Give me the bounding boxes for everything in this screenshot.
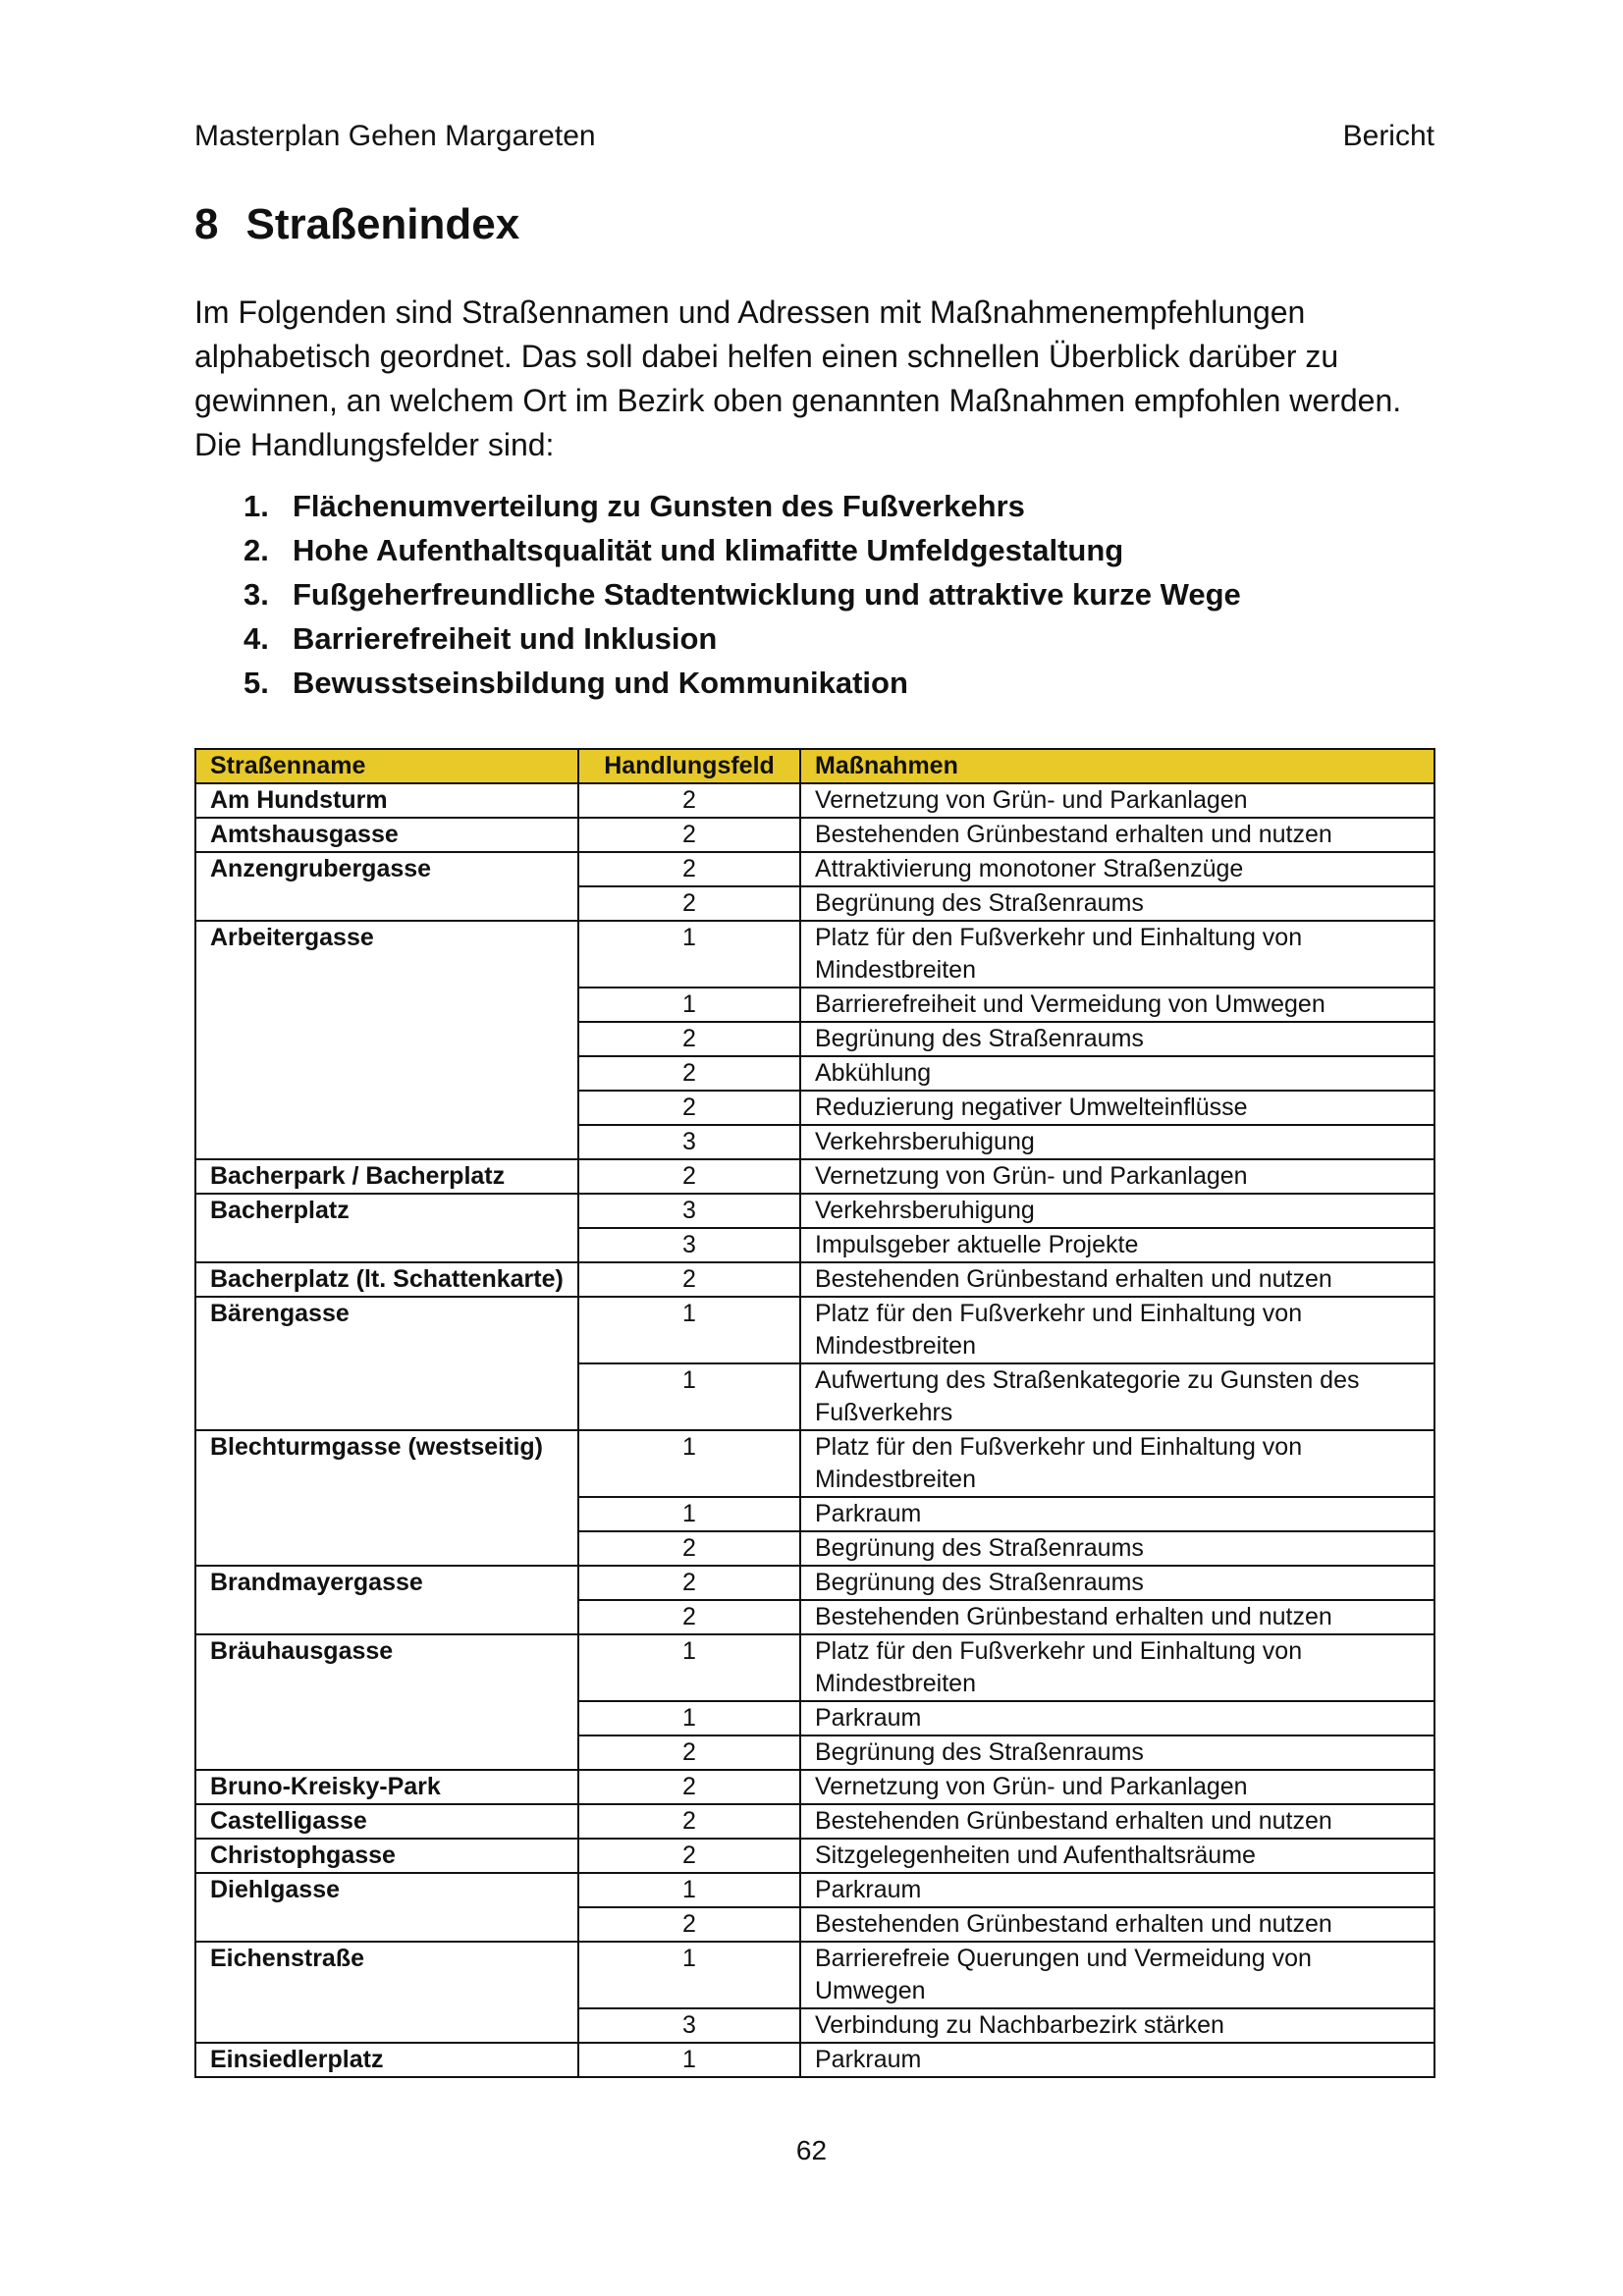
action-field-cell: 2 (578, 818, 800, 852)
action-field-cell: 1 (578, 2043, 800, 2077)
table-row (195, 1430, 1434, 1497)
list-number: 1. (243, 489, 269, 523)
action-field-cell: 2 (578, 1091, 800, 1125)
street-name-cell: Bräuhausgasse (195, 1634, 578, 1770)
action-field-cell: 2 (578, 1022, 800, 1056)
street-name-cell: Diehlgasse (195, 1873, 578, 1942)
column-header-street: Straßenname (195, 749, 578, 783)
action-field-cell: 1 (578, 1873, 800, 1907)
measure-cell: Begrünung des Straßenraums (800, 886, 1434, 921)
table-row (195, 818, 1434, 852)
measure-cell: Begrünung des Straßenraums (800, 1735, 1434, 1770)
measure-cell: Barrierefreiheit und Vermeidung von Umwegen (800, 988, 1434, 1022)
intro-paragraph: Im Folgenden sind Straßennamen und Adressen mit Maßnahmenempfehlungen alphabetisch geordnet. Das soll dabei helfen einen schnellen Überblick darüber zu gewinnen, an welchem Ort im Bezirk oben genannten Maßnahmen empfohlen werden. Die Handlungsfelder sind: (194, 294, 1402, 462)
action-field-cell: 2 (578, 783, 800, 818)
street-name-cell: Arbeitergasse (195, 921, 578, 1159)
street-name-cell: Einsiedlerplatz (195, 2043, 578, 2077)
street-name-cell: Eichenstraße (195, 1942, 578, 2043)
section-heading (194, 200, 547, 249)
measure-cell: Attraktivierung monotoner Straßenzüge (800, 852, 1434, 886)
measure-cell: Vernetzung von Grün- und Parkanlagen (800, 1159, 1434, 1194)
street-name-cell: Amtshausgasse (195, 818, 578, 852)
action-field-cell: 2 (578, 1262, 800, 1297)
measure-cell: Bestehenden Grünbestand erhalten und nutzen (800, 1804, 1434, 1839)
measure-cell: Platz für den Fußverkehr und Einhaltung von Mindestbreiten (800, 921, 1434, 988)
action-field-cell: 1 (578, 1430, 800, 1497)
measure-cell: Reduzierung negativer Umwelteinflüsse (800, 1091, 1434, 1125)
measure-cell: Platz für den Fußverkehr und Einhaltung von Mindestbreiten (800, 1634, 1434, 1701)
street-name-cell: Anzengrubergasse (195, 852, 578, 921)
measure-cell: Sitzgelegenheiten und Aufenthaltsräume (800, 1839, 1434, 1873)
measure-cell: Begrünung des Straßenraums (800, 1531, 1434, 1566)
table-row (195, 1873, 1434, 1907)
list-number: 4. (243, 621, 269, 656)
table-row (195, 1159, 1434, 1194)
action-field-cell: 2 (578, 1804, 800, 1839)
street-name-cell: Brandmayergasse (195, 1566, 578, 1634)
measure-cell: Impulsgeber aktuelle Projekte (800, 1228, 1434, 1262)
street-index-table (194, 748, 1435, 2078)
measure-cell: Bestehenden Grünbestand erhalten und nutzen (800, 818, 1434, 852)
measure-cell: Begrünung des Straßenraums (800, 1566, 1434, 1600)
measure-cell: Aufwertung des Straßenkategorie zu Gunsten des Fußverkehrs (800, 1363, 1434, 1430)
column-header-field: Handlungsfeld (578, 749, 800, 783)
action-field-cell: 2 (578, 1159, 800, 1194)
action-field-cell: 3 (578, 1125, 800, 1159)
table-row (195, 1262, 1434, 1297)
list-number: 2. (243, 533, 269, 567)
table-row (195, 1634, 1434, 1701)
table-row (195, 921, 1434, 988)
list-label: Hohe Aufenthaltsqualität und klimafitte Umfeldgestaltung (293, 533, 1124, 567)
list-item (243, 661, 1241, 705)
measure-cell: Begrünung des Straßenraums (800, 1022, 1434, 1056)
action-field-cell: 2 (578, 1600, 800, 1634)
table-row (195, 1297, 1434, 1363)
action-fields-list (243, 484, 1241, 705)
section-number: 8 (194, 200, 219, 248)
action-field-cell: 2 (578, 852, 800, 886)
action-field-cell: 2 (578, 1770, 800, 1804)
list-number: 5. (243, 666, 269, 700)
measure-cell: Bestehenden Grünbestand erhalten und nutzen (800, 1262, 1434, 1297)
action-field-cell: 2 (578, 1907, 800, 1942)
measure-cell: Platz für den Fußverkehr und Einhaltung von Mindestbreiten (800, 1430, 1434, 1497)
measure-cell: Abkühlung (800, 1056, 1434, 1091)
street-name-cell: Bacherplatz (lt. Schattenkarte) (195, 1262, 578, 1297)
measure-cell: Parkraum (800, 1873, 1434, 1907)
list-number: 3. (243, 577, 269, 612)
list-label: Barrierefreiheit und Inklusion (293, 621, 718, 656)
table-row (195, 1770, 1434, 1804)
measure-cell: Verkehrsberuhigung (800, 1125, 1434, 1159)
action-field-cell: 1 (578, 1497, 800, 1531)
measure-cell: Barrierefreie Querungen und Vermeidung von Umwegen (800, 1942, 1434, 2008)
list-label: Bewusstseinsbildung und Kommunikation (293, 666, 908, 700)
measure-cell: Vernetzung von Grün- und Parkanlagen (800, 783, 1434, 818)
action-field-cell: 2 (578, 1566, 800, 1600)
measure-cell: Verbindung zu Nachbarbezirk stärken (800, 2008, 1434, 2043)
measure-cell: Verkehrsberuhigung (800, 1194, 1434, 1228)
page-number: 62 (795, 2135, 828, 2165)
column-header-measures: Maßnahmen (800, 749, 1434, 783)
table-row (195, 1804, 1434, 1839)
list-label: Flächenumverteilung zu Gunsten des Fußverkehrs (293, 489, 1025, 523)
list-label: Fußgeherfreundliche Stadtentwicklung und attraktive kurze Wege (293, 577, 1241, 612)
table-row (195, 1839, 1434, 1873)
measure-cell: Parkraum (800, 1497, 1434, 1531)
street-name-cell: Christophgasse (195, 1839, 578, 1873)
street-name-cell: Castelligasse (195, 1804, 578, 1839)
list-item (243, 528, 1241, 572)
list-item (243, 616, 1241, 661)
running-header-section: Bericht (1342, 120, 1434, 152)
street-name-cell: Blechturmgasse (westseitig) (195, 1430, 578, 1566)
list-item (243, 572, 1241, 616)
table-row (195, 852, 1434, 886)
action-field-cell: 1 (578, 988, 800, 1022)
action-field-cell: 2 (578, 1056, 800, 1091)
table-row (195, 2043, 1434, 2077)
action-field-cell: 1 (578, 1634, 800, 1701)
action-field-cell: 2 (578, 1531, 800, 1566)
table-row (195, 783, 1434, 818)
table-row (195, 1942, 1434, 2008)
action-field-cell: 3 (578, 2008, 800, 2043)
street-name-cell: Bacherplatz (195, 1194, 578, 1262)
street-name-cell: Am Hundsturm (195, 783, 578, 818)
action-field-cell: 3 (578, 1194, 800, 1228)
action-field-cell: 2 (578, 1839, 800, 1873)
action-field-cell: 2 (578, 1735, 800, 1770)
action-field-cell: 1 (578, 1363, 800, 1430)
street-name-cell: Bärengasse (195, 1297, 578, 1430)
section-title: Straßenindex (245, 200, 520, 248)
running-header-title: Masterplan Gehen Margareten (194, 120, 596, 152)
action-field-cell: 2 (578, 886, 800, 921)
action-field-cell: 1 (578, 1701, 800, 1735)
street-name-cell: Bacherpark / Bacherplatz (195, 1159, 578, 1194)
measure-cell: Parkraum (800, 1701, 1434, 1735)
action-field-cell: 1 (578, 1297, 800, 1363)
action-field-cell: 3 (578, 1228, 800, 1262)
measure-cell: Parkraum (800, 2043, 1434, 2077)
action-field-cell: 1 (578, 1942, 800, 2008)
list-item (243, 484, 1241, 528)
measure-cell: Platz für den Fußverkehr und Einhaltung von Mindestbreiten (800, 1297, 1434, 1363)
measure-cell: Bestehenden Grünbestand erhalten und nutzen (800, 1600, 1434, 1634)
measure-cell: Vernetzung von Grün- und Parkanlagen (800, 1770, 1434, 1804)
table-header-row (195, 749, 1434, 783)
measure-cell: Bestehenden Grünbestand erhalten und nutzen (800, 1907, 1434, 1942)
table-row (195, 1194, 1434, 1228)
table-row (195, 1566, 1434, 1600)
action-field-cell: 1 (578, 921, 800, 988)
street-name-cell: Bruno-Kreisky-Park (195, 1770, 578, 1804)
